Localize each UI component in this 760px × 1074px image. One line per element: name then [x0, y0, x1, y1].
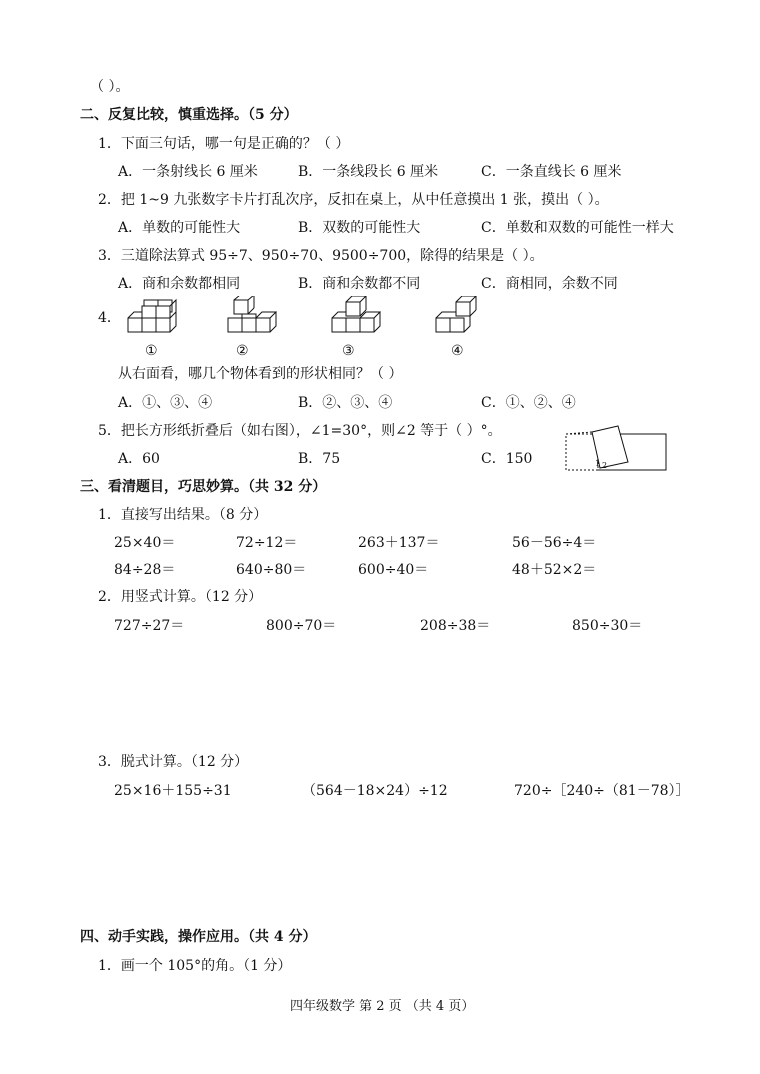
calc-item: 84÷28＝ — [114, 562, 176, 578]
q2-4-option-c: C．①、②、④ — [481, 395, 576, 411]
q2-2-option-b: B．双数的可能性大 — [298, 220, 421, 236]
top-answer-blank: （ ）。 — [90, 79, 130, 95]
q4-1-stem: 1．画一个 105°的角。（1 分） — [98, 958, 292, 974]
q2-1-option-a: A．一条射线长 6 厘米 — [118, 164, 258, 180]
vertical-calc-item: 208÷38＝ — [420, 618, 491, 634]
q2-5-option-b: B．75 — [298, 451, 341, 467]
q2-2-option-a: A．单数的可能性大 — [118, 220, 241, 236]
cube-label-4: ④ — [451, 343, 464, 359]
q3-3-stem: 3．脱式计算。（12 分） — [98, 754, 249, 770]
q2-3-option-b: B．商和余数都不同 — [298, 276, 421, 292]
vertical-calc-item: 727÷27＝ — [114, 618, 185, 634]
stepwise-calc-item: （564－18×24）÷12 — [302, 783, 448, 799]
q2-1-option-b: B．一条线段长 6 厘米 — [298, 164, 439, 180]
cube-figure-2 — [224, 296, 284, 336]
calc-item: 640÷80＝ — [236, 562, 307, 578]
vertical-calc-item: 800÷70＝ — [266, 618, 337, 634]
q3-2-stem: 2．用竖式计算。（12 分） — [98, 589, 263, 605]
section2-heading: 二、反复比较，慎重选择。（5 分） — [80, 107, 298, 123]
q2-1-option-c: C．一条直线长 6 厘米 — [481, 164, 622, 180]
cube-label-3: ③ — [342, 343, 355, 359]
q2-2-stem: 2．把 1~9 九张数字卡片打乱次序，反扣在桌上，从中任意摸出 1 张，摸出（ ）。 — [98, 192, 609, 208]
q2-2-option-c: C．单数和双数的可能性一样大 — [481, 220, 674, 236]
calc-item: 600÷40＝ — [358, 562, 429, 578]
section4-heading: 四、动手实践，操作应用。（共 4 分） — [80, 929, 317, 945]
page-footer: 四年级数学 第 2 页 （共 4 页） — [290, 999, 475, 1014]
section3-heading: 三、看清题目，巧思妙算。（共 32 分） — [80, 479, 327, 495]
calc-item: 25×40＝ — [114, 535, 176, 551]
stepwise-calc-item: 25×16＋155÷31 — [114, 783, 232, 799]
q2-4-option-a: A．①、③、④ — [118, 395, 213, 411]
angle-2-label: 2 — [602, 461, 608, 470]
angle-1-label: 1 — [595, 459, 601, 468]
cube-figure-1 — [124, 296, 180, 336]
folded-paper-figure — [564, 424, 670, 474]
q2-3-option-c: C．商相同，余数不同 — [481, 276, 618, 292]
calc-item: 263＋137＝ — [358, 535, 440, 551]
calc-item: 48＋52×2＝ — [512, 562, 597, 578]
q2-4-number: 4． — [98, 310, 121, 326]
q2-5-stem: 5．把长方形纸折叠后（如右图），∠1=30°，则∠2 等于（ ）°。 — [98, 423, 502, 439]
stepwise-calc-item: 720÷［240÷（81－78）］ — [514, 783, 690, 799]
q2-3-stem: 3．三道除法算式 95÷7、950÷70、9500÷700，除得的结果是（ ）。 — [98, 248, 544, 264]
q2-5-option-c: C．150 — [481, 451, 533, 467]
q2-5-option-a: A．60 — [118, 451, 160, 467]
q2-1-stem: 1．下面三句话，哪一句是正确的？（ ） — [98, 136, 350, 152]
cube-label-1: ① — [145, 343, 158, 359]
q3-1-stem: 1．直接写出结果。（8 分） — [98, 507, 268, 523]
calc-item: 56－56÷4＝ — [512, 535, 597, 551]
cube-label-2: ② — [236, 343, 249, 359]
q2-4-stem: 从右面看，哪几个物体看到的形状相同？（ ） — [118, 366, 403, 382]
q2-4-option-b: B．②、③、④ — [298, 395, 393, 411]
cube-figure-3 — [328, 296, 388, 336]
q2-3-option-a: A．商和余数都相同 — [118, 276, 241, 292]
vertical-calc-item: 850÷30＝ — [572, 618, 643, 634]
calc-item: 72÷12＝ — [236, 535, 298, 551]
cube-figure-4 — [432, 296, 482, 336]
